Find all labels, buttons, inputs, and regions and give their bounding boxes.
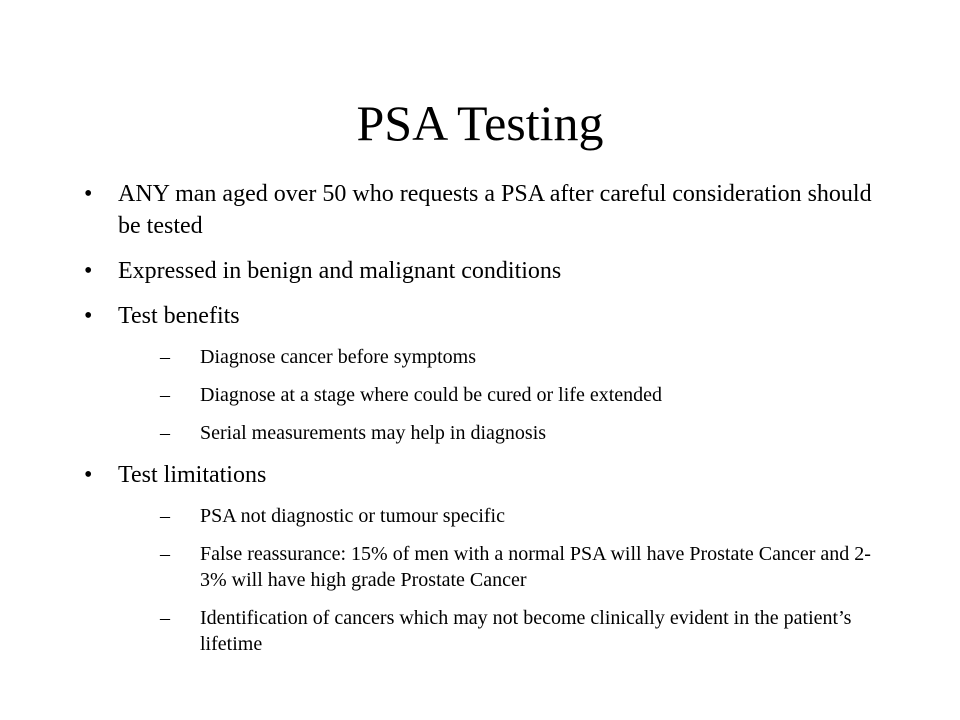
bullet-list <box>82 178 882 657</box>
bullet-item <box>82 459 882 657</box>
dash-icon: – <box>160 422 170 444</box>
bullet-text: Test benefits <box>118 303 240 329</box>
sub-text: Serial measurements may help in diagnosis <box>200 422 547 444</box>
sub-item <box>160 503 882 529</box>
sub-text: Diagnose at a stage where could be cured or life extended <box>200 384 663 406</box>
sub-text: PSA not diagnostic or tumour specific <box>200 505 505 527</box>
bullet-text: Expressed in benign and malignant conditions <box>118 258 562 284</box>
dash-icon: – <box>160 384 170 406</box>
sub-item <box>160 605 882 657</box>
bullet-item <box>82 255 882 287</box>
bullet-text: Test limitations <box>118 462 267 488</box>
dash-icon: – <box>160 607 170 629</box>
bullet-icon: • <box>84 462 93 488</box>
sub-item <box>160 541 882 593</box>
bullet-item <box>82 178 882 242</box>
slide-title: PSA Testing <box>356 95 604 151</box>
dash-icon: – <box>160 346 170 368</box>
sub-list <box>118 344 882 446</box>
sub-item <box>160 344 882 370</box>
sub-text: False reassurance: 15% of men with a normal PSA will have Prostate Cancer and 2-3% will have high grade Prostate Cancer <box>200 543 871 591</box>
bullet-item <box>82 300 882 446</box>
sub-text: Diagnose cancer before symptoms <box>200 346 477 368</box>
sub-text: Identification of cancers which may not become clinically evident in the patient’s lifetime <box>200 607 852 655</box>
bullet-icon: • <box>84 258 93 284</box>
bullet-icon: • <box>84 181 93 207</box>
sub-list <box>118 503 882 657</box>
sub-item <box>160 382 882 408</box>
bullet-icon: • <box>84 303 93 329</box>
bullet-text: ANY man aged over 50 who requests a PSA after careful consideration should be tested <box>118 181 872 239</box>
dash-icon: – <box>160 505 170 527</box>
dash-icon: – <box>160 543 170 565</box>
sub-item <box>160 420 882 446</box>
